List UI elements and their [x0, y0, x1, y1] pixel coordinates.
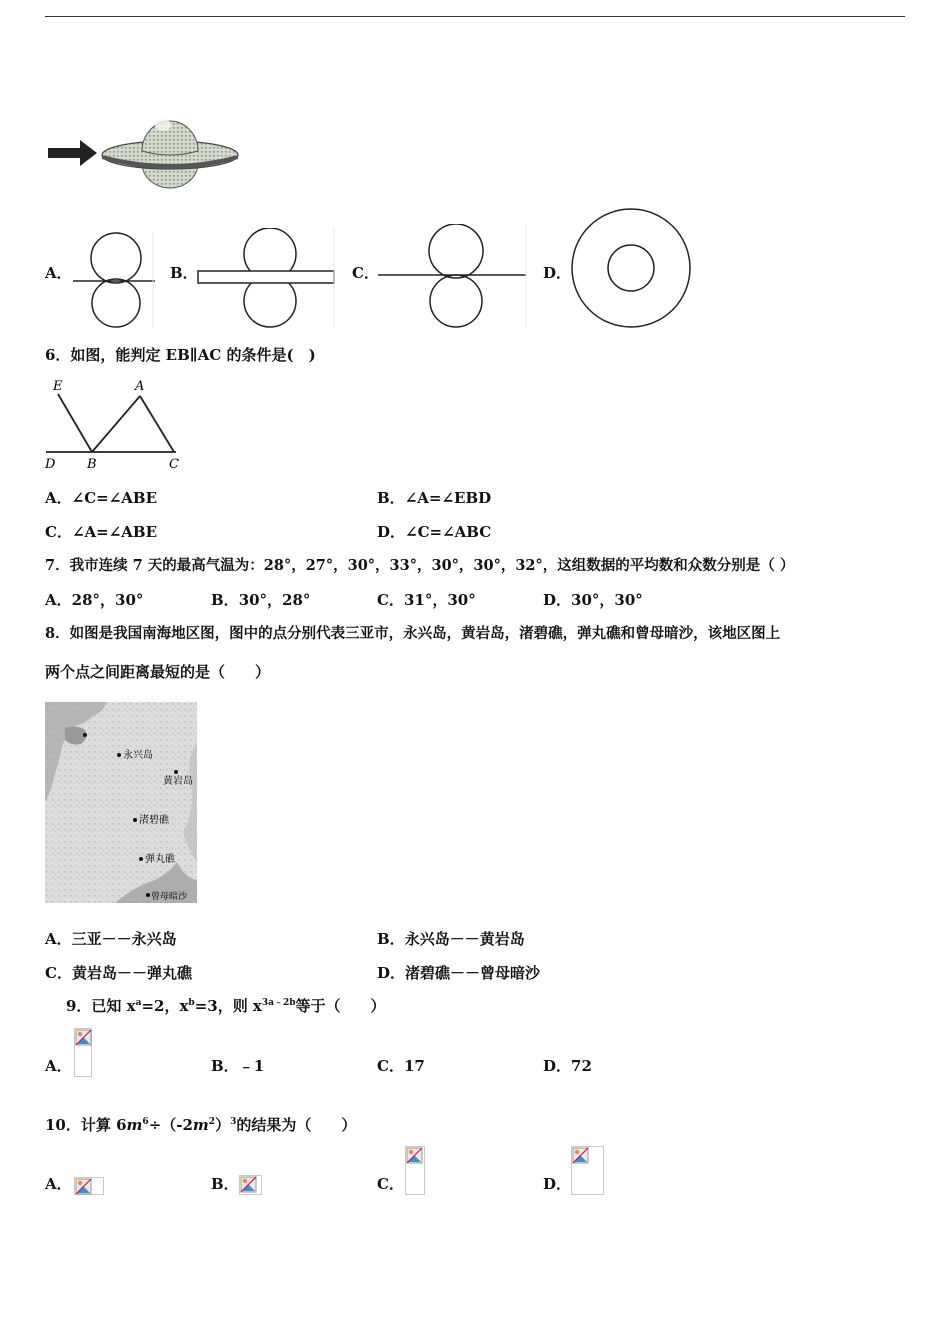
q6-option-c-letter: C． — [45, 523, 72, 541]
q6-stem: 6．如图，能判定 EB∥AC 的条件是( ) — [45, 346, 316, 364]
q6-label-d: D — [45, 457, 56, 472]
q10-sup-6: 6 — [142, 1117, 149, 1127]
broken-image-glyph — [572, 1147, 589, 1164]
q6-option-c[interactable] — [45, 523, 157, 541]
q7-option-d-text: 30°，30° — [571, 591, 643, 609]
q7-option-c-letter: C． — [377, 591, 404, 609]
q10-stem-prefix: 10．计算 6 — [45, 1116, 127, 1134]
q8-option-c[interactable] — [45, 964, 192, 982]
q7-stem: 7．我市连续 7 天的最高气温为：28°，27°，30°，33°，30°，30°，32°，这组数据的平均数和众数分别是（ ） — [45, 557, 795, 574]
q8-option-a[interactable] — [45, 930, 177, 948]
q8-option-d[interactable] — [377, 964, 540, 982]
q9-option-a-letter: A． — [45, 1057, 72, 1075]
q9-option-c[interactable] — [377, 1057, 425, 1075]
q6-option-d-text: ∠C=∠ABC — [405, 523, 492, 541]
q9-stem-suffix: 等于（ ） — [295, 997, 386, 1015]
q10-option-b-letter: B． — [211, 1175, 239, 1193]
q10-option-d-letter: D． — [543, 1175, 572, 1193]
q7-option-a[interactable] — [45, 591, 143, 609]
q6-option-b-letter: B． — [377, 489, 405, 507]
q10-stem — [45, 1116, 356, 1134]
q7-option-b-letter: B． — [211, 591, 239, 609]
q5-solid-figure — [45, 103, 240, 193]
q9-stem-prefix: 9．已知 x — [66, 997, 136, 1015]
q10-var-m1: m — [126, 1116, 143, 1134]
q8-option-b[interactable] — [377, 930, 525, 948]
q9-option-d-text: 72 — [571, 1057, 592, 1075]
q7-option-c[interactable] — [377, 591, 476, 609]
q9-option-d-letter: D． — [543, 1057, 572, 1075]
q10-option-a[interactable] — [45, 1175, 72, 1193]
q10-option-b-broken-image-icon — [239, 1175, 262, 1195]
q8-map — [45, 702, 197, 903]
q5-option-c-letter: C． — [352, 264, 379, 282]
q7-option-a-letter: A． — [45, 591, 72, 609]
q10-option-d-broken-image-icon — [571, 1146, 604, 1195]
q8-stem-line1: 8．如图是我国南海地区图，图中的点分别代表三亚市，永兴岛，黄岩岛，渚碧礁，弹丸礁和曾母暗沙，该地区图上 — [45, 625, 781, 642]
q6-option-a-text: ∠C=∠ABE — [71, 489, 158, 507]
q9-option-b-letter: B． — [211, 1057, 239, 1075]
q5-option-d-svg — [570, 207, 692, 329]
q7-option-c-text: 31°，30° — [403, 591, 476, 609]
q8-map-label-zengmu: 曾母暗沙 — [151, 892, 188, 902]
q8-option-a-letter: A． — [45, 930, 72, 948]
q6-option-a[interactable] — [45, 489, 157, 507]
q6-option-a-letter: A． — [45, 489, 72, 507]
q5-option-b-svg — [196, 228, 336, 328]
q5-option-c-figure[interactable] — [378, 224, 528, 328]
q6-label-e: E — [53, 379, 63, 394]
q6-label-b: B — [87, 457, 97, 472]
q9-option-d[interactable] — [543, 1057, 592, 1075]
q6-option-b[interactable] — [377, 489, 491, 507]
q6-figure-svg — [42, 376, 182, 472]
q9-option-a-broken-image-icon — [74, 1028, 92, 1077]
q7-option-d[interactable] — [543, 591, 643, 609]
q5-option-c-svg — [378, 224, 528, 328]
q10-option-b[interactable] — [211, 1175, 239, 1193]
q9-option-c-letter: C． — [377, 1057, 404, 1075]
q5-option-d-figure[interactable] — [570, 207, 692, 329]
q8-option-c-text: 黄岩岛－－弹丸礁 — [71, 964, 192, 982]
q6-option-d[interactable] — [377, 523, 491, 541]
q9-sup-a: a — [135, 998, 142, 1008]
q9-option-b[interactable] — [211, 1057, 264, 1075]
q10-stem-suffix: 的结果为（ ） — [236, 1116, 357, 1134]
q8-option-d-letter: D． — [377, 964, 406, 982]
q5-option-a-svg — [73, 232, 155, 328]
q10-sup-2: 2 — [208, 1117, 216, 1127]
q6-label-a: A — [135, 379, 145, 394]
q8-option-b-letter: B． — [377, 930, 405, 948]
q10-var-m2: m — [192, 1116, 209, 1134]
broken-image-glyph — [75, 1029, 92, 1046]
broken-image-glyph — [75, 1178, 92, 1195]
q10-option-c[interactable] — [377, 1175, 404, 1193]
q8-map-label-huangyan: 黄岩岛 — [163, 776, 193, 787]
q9-option-b-text: ﹣1 — [238, 1057, 265, 1075]
q6-option-c-text: ∠A=∠ABE — [71, 523, 158, 541]
q5-option-a-letter: A． — [45, 264, 72, 282]
q7-option-a-text: 28°，30° — [71, 591, 144, 609]
q8-map-label-danwan: 弹丸礁 — [145, 854, 175, 865]
q6-option-b-text: ∠A=∠EBD — [404, 489, 492, 507]
q8-map-svg — [45, 702, 197, 903]
q8-option-c-letter: C． — [45, 964, 72, 982]
q9-sup-b: b — [188, 998, 195, 1008]
q10-option-c-broken-image-icon — [405, 1146, 425, 1195]
q10-option-a-broken-image-icon — [74, 1177, 104, 1195]
q9-option-a[interactable] — [45, 1057, 72, 1075]
q7-option-d-letter: D． — [543, 591, 572, 609]
broken-image-glyph — [240, 1176, 257, 1193]
q6-figure — [42, 376, 182, 472]
q8-stem-line2: 两个点之间距离最短的是（ ） — [45, 663, 271, 681]
q7-option-b[interactable] — [211, 591, 310, 609]
q10-option-a-letter: A． — [45, 1175, 72, 1193]
q5-option-b-letter: B． — [170, 264, 198, 282]
q10-stem-mid: ÷（-2 — [148, 1116, 193, 1134]
q9-sup-exp: 3a﹣2b — [261, 998, 296, 1008]
broken-image-glyph — [406, 1147, 423, 1164]
q5-option-a-figure[interactable] — [73, 232, 155, 328]
q9-stem — [66, 997, 386, 1015]
q6-option-d-letter: D． — [377, 523, 406, 541]
q6-label-c: C — [169, 457, 179, 472]
q5-option-b-figure[interactable] — [196, 228, 336, 328]
header-rule — [45, 16, 905, 17]
q5-solid-svg — [45, 103, 240, 193]
q8-option-b-text: 永兴岛－－黄岩岛 — [404, 930, 525, 948]
q8-map-label-zhubi: 渚碧礁 — [139, 815, 169, 826]
q8-option-d-text: 渚碧礁－－曾母暗沙 — [405, 964, 541, 982]
q7-option-b-text: 30°，28° — [238, 591, 311, 609]
q5-option-d-letter: D． — [543, 264, 572, 282]
q10-option-d[interactable] — [543, 1175, 571, 1193]
q8-option-a-text: 三亚－－永兴岛 — [71, 930, 177, 948]
q8-map-label-yongxing: 永兴岛 — [123, 750, 153, 761]
q10-sup-3: 3 — [230, 1117, 237, 1127]
q10-stem-mid2: ） — [215, 1116, 231, 1134]
q9-stem-mid1: =2，x — [141, 997, 189, 1015]
q10-option-c-letter: C． — [377, 1175, 404, 1193]
q9-option-c-text: 17 — [403, 1057, 425, 1075]
q9-stem-mid2: =3，则 x — [194, 997, 262, 1015]
